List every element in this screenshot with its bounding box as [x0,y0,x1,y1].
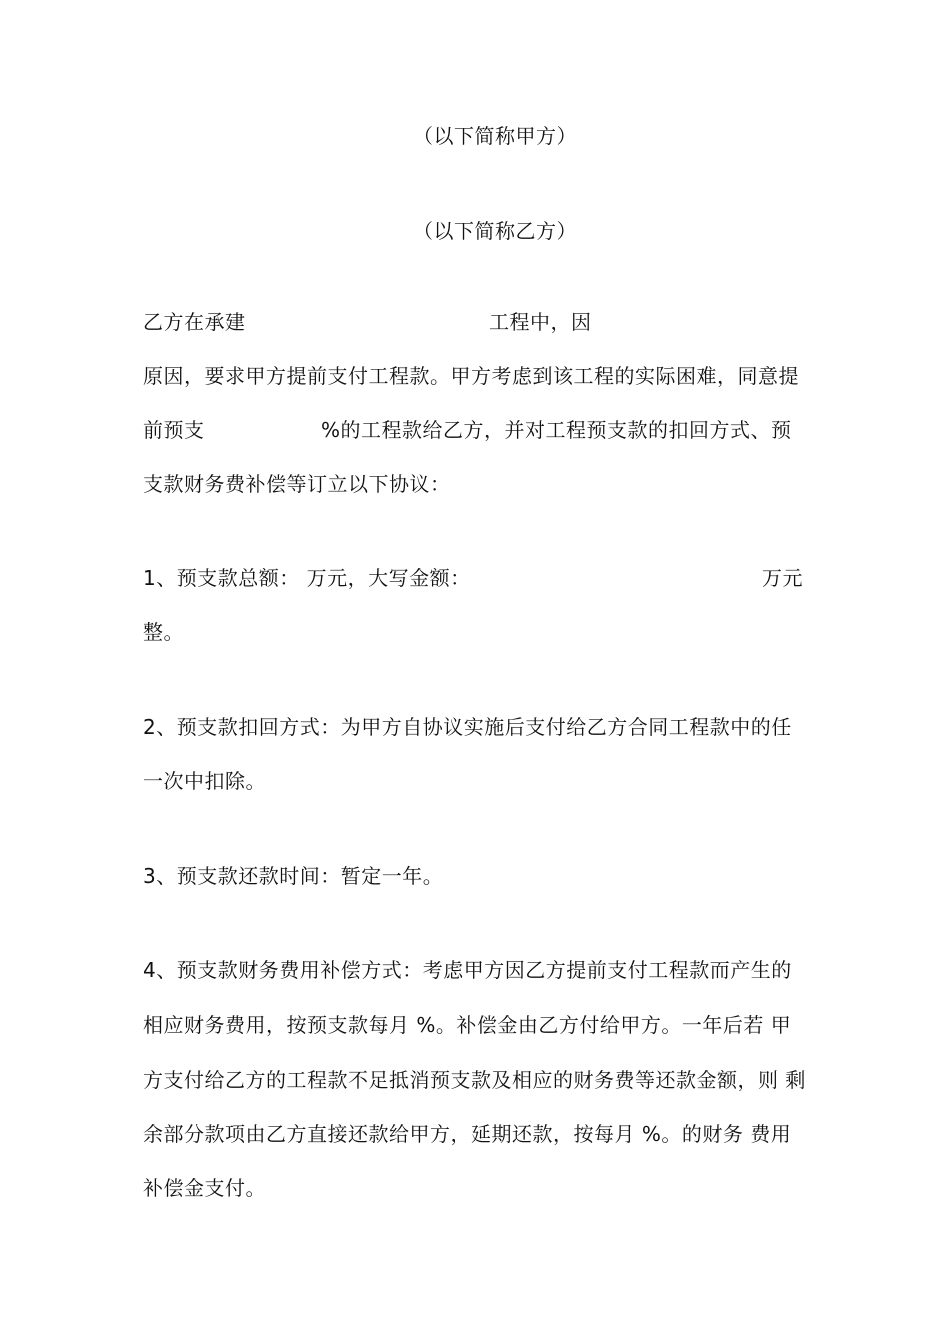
clause3-line1: 3、预支款还款时间：暂定一年。 [143,864,444,888]
clause1-line1-b: 万元 [762,566,803,590]
clause4-line5: 补偿金支付。 [143,1176,266,1200]
clause2-line1: 2、预支款扣回方式：为甲方自协议实施后支付给乙方合同工程款中的任 [143,715,792,739]
intro-line3-b: %的工程款给乙方，并对工程预支款的扣回方式、预 [321,418,792,442]
intro-line1-b: 工程中，因 [489,310,592,334]
intro-line4: 支款财务费补偿等订立以下协议： [143,472,451,496]
intro-line1-a: 乙方在承建 [143,310,246,334]
clause4-line3: 方支付给乙方的工程款不足抵消预支款及相应的财务费等还款金额，则 剩 [143,1068,806,1092]
clause1-line1-a: 1、预支款总额： 万元，大写金额： [143,566,471,590]
clause2-line2: 一次中扣除。 [143,769,266,793]
clause4-line2: 相应财务费用，按预支款每月 %。补偿金由乙方付给甲方。一年后若 甲 [143,1013,792,1037]
party-b-title: （以下简称乙方） [413,219,577,243]
party-a-title: （以下简称甲方） [413,124,577,148]
clause4-line4: 余部分款项由乙方直接还款给甲方，延期还款，按每月 %。的财务 费用 [143,1122,792,1146]
clause1-line2: 整。 [143,620,184,644]
intro-line2: 原因，要求甲方提前支付工程款。甲方考虑到该工程的实际困难，同意提 [143,364,799,388]
clause4-line1: 4、预支款财务费用补偿方式：考虑甲方因乙方提前支付工程款而产生的 [143,958,792,982]
intro-line3-a: 前预支 [143,418,205,442]
